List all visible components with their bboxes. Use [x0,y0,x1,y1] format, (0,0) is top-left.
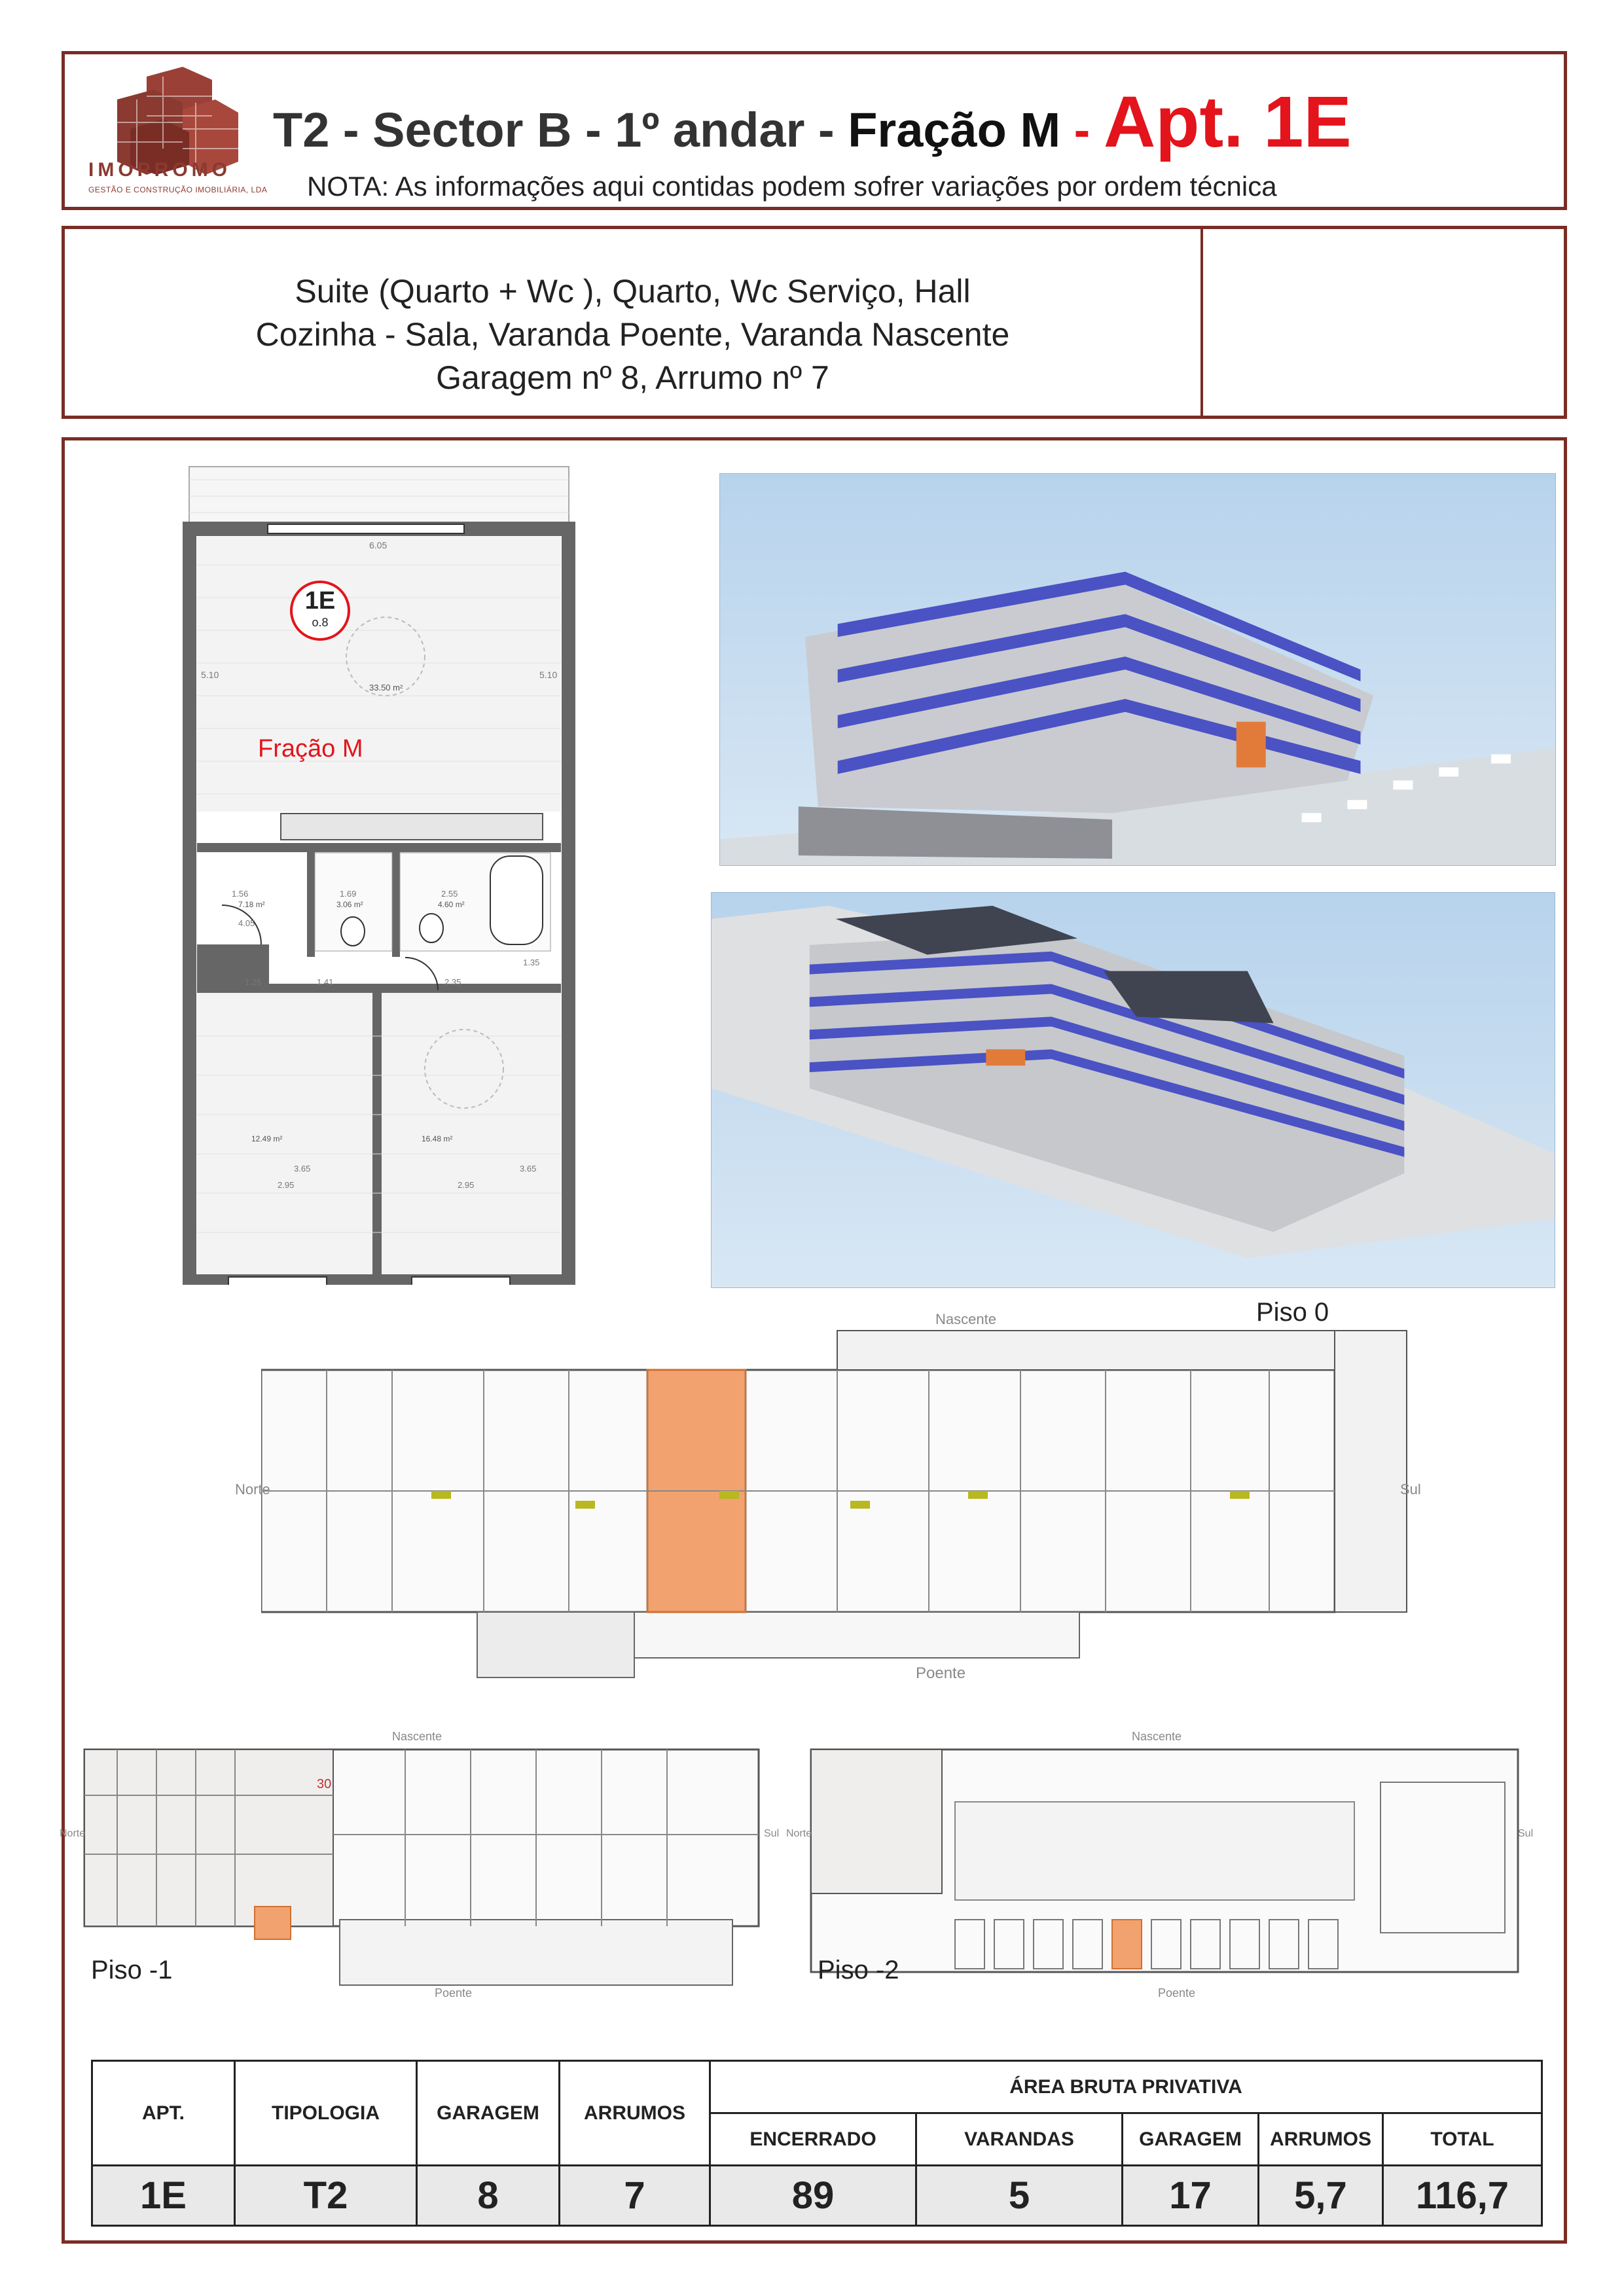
title-fracao: Fração M [848,103,1061,157]
piso-0-east-label: Nascente [935,1311,996,1327]
value-tipologia: T2 [235,2166,417,2226]
piso-minus-1-drawing [78,1723,804,1998]
unit-badge: 1E [304,587,336,615]
corridor-width-2: 1.41 [317,977,334,987]
apartment-floor-plan [183,460,575,1285]
piso-0-north-label: Norte [235,1481,270,1498]
header-total: TOTAL [1383,2113,1542,2166]
header-arrumos: ARRUMOS [560,2061,710,2166]
piso-minus-1-marker: 30 [317,1777,332,1791]
right-height: 1.35 [523,958,540,967]
header-apt: APT. [92,2061,235,2166]
living-area: 33.50 m² [369,683,403,692]
description-box [62,226,1567,419]
unit-badge-sub: o.8 [312,616,329,629]
description-line-3: Garagem nº 8, Arrumo nº 7 [436,359,829,396]
floor-plan-piso-minus-1 [60,1723,804,2024]
wc2-width: 2.55 [441,889,458,899]
description-line-2: Cozinha - Sala, Varanda Poente, Varanda Nascente [255,316,1010,353]
room2-area: 16.48 m² [422,1134,453,1143]
title-apt: Apt. 1E [1103,82,1352,162]
building-render-aerial [711,892,1555,1288]
hall-area: 7.18 m² [238,900,265,909]
page-title [273,81,1352,164]
header-arrumos-area: ARRUMOS [1259,2113,1383,2166]
room1-height: 3.65 [294,1164,311,1174]
header-encerrado: ENCERRADO [710,2113,916,2166]
header-garagem: GARAGEM [417,2061,560,2166]
room1-area: 12.49 m² [251,1134,283,1143]
area-table [91,2060,1543,2227]
description-line-1: Suite (Quarto + Wc ), Quarto, Wc Serviço, Hall [295,273,971,310]
value-garagem: 8 [417,2166,560,2226]
piso-minus-2-north-label: Norte [786,1828,812,1839]
header-tipologia: TIPOLOGIA [235,2061,417,2166]
piso-0-drawing [261,1304,1420,1684]
piso-minus-2-label: Piso -2 [818,1956,899,1984]
corridor-width-3: 2.35 [444,977,461,987]
piso-minus-1-south-label: Sul [764,1828,780,1839]
building-render-front [719,473,1556,866]
main-panel [62,437,1567,2244]
render-aerial-drawing [712,893,1555,1287]
wc-suite-area: 4.60 m² [438,900,465,909]
floor-plan-piso-0 [235,1298,1421,1684]
wc-width: 1.69 [340,889,357,899]
hall-width: 1.56 [232,889,249,899]
title-main: T2 - Sector B - 1º andar - [273,103,848,157]
corridor-width-1: 1.26 [245,977,262,987]
room1-width: 2.95 [278,1180,295,1190]
floor-plan-drawing [183,460,575,1285]
floor-plan-piso-minus-2 [786,1723,1534,2024]
piso-minus-2-south-label: Sul [1518,1828,1534,1839]
piso-minus-2-east-label: Nascente [1132,1730,1182,1743]
wc-service-area: 3.06 m² [336,900,363,909]
value-varandas: 5 [916,2166,1123,2226]
logo-subtitle: GESTÃO E CONSTRUÇÃO IMOBILIÁRIA, LDA [88,185,268,194]
title-separator: - [1060,103,1104,157]
fracao-label: Fração M [258,735,363,762]
piso-minus-1-east-label: Nascente [392,1730,442,1743]
room2-height: 3.65 [520,1164,537,1174]
value-arrumos-area: 5,7 [1259,2166,1383,2226]
piso-0-west-label: Poente [916,1664,966,1682]
value-encerrado: 89 [710,2166,916,2226]
piso-minus-1-label: Piso -1 [91,1956,173,1984]
piso-minus-1-west-label: Poente [435,1986,473,2000]
piso-minus-1-north-label: Norte [60,1828,86,1839]
room2-width: 2.95 [458,1180,475,1190]
piso-0-label: Piso 0 [1256,1298,1329,1327]
logo-name: IMOPROMO [88,159,231,181]
value-arrumos: 7 [560,2166,710,2226]
piso-minus-2-drawing [804,1723,1534,1998]
left-height: 4.05 [238,918,255,928]
dim-top-width: 6.05 [369,540,388,550]
header-varandas: VARANDAS [916,2113,1123,2166]
technical-note: NOTA: As informações aqui contidas podem sofrer variações por ordem técnica [307,171,1277,202]
dim-right-height: 5.10 [539,670,558,680]
dim-left-height: 5.10 [201,670,219,680]
description-lines [65,270,1200,399]
header-garagem-area: GARAGEM [1123,2113,1259,2166]
value-total: 116,7 [1383,2166,1542,2226]
header-area-bruta: ÁREA BRUTA PRIVATIVA [710,2061,1542,2113]
header [62,51,1567,210]
piso-0-south-label: Sul [1400,1481,1421,1498]
piso-minus-2-west-label: Poente [1158,1986,1196,2000]
value-garagem-area: 17 [1123,2166,1259,2226]
description-divider [1200,229,1203,416]
value-apt: 1E [92,2166,235,2226]
render-front-drawing [720,474,1555,865]
